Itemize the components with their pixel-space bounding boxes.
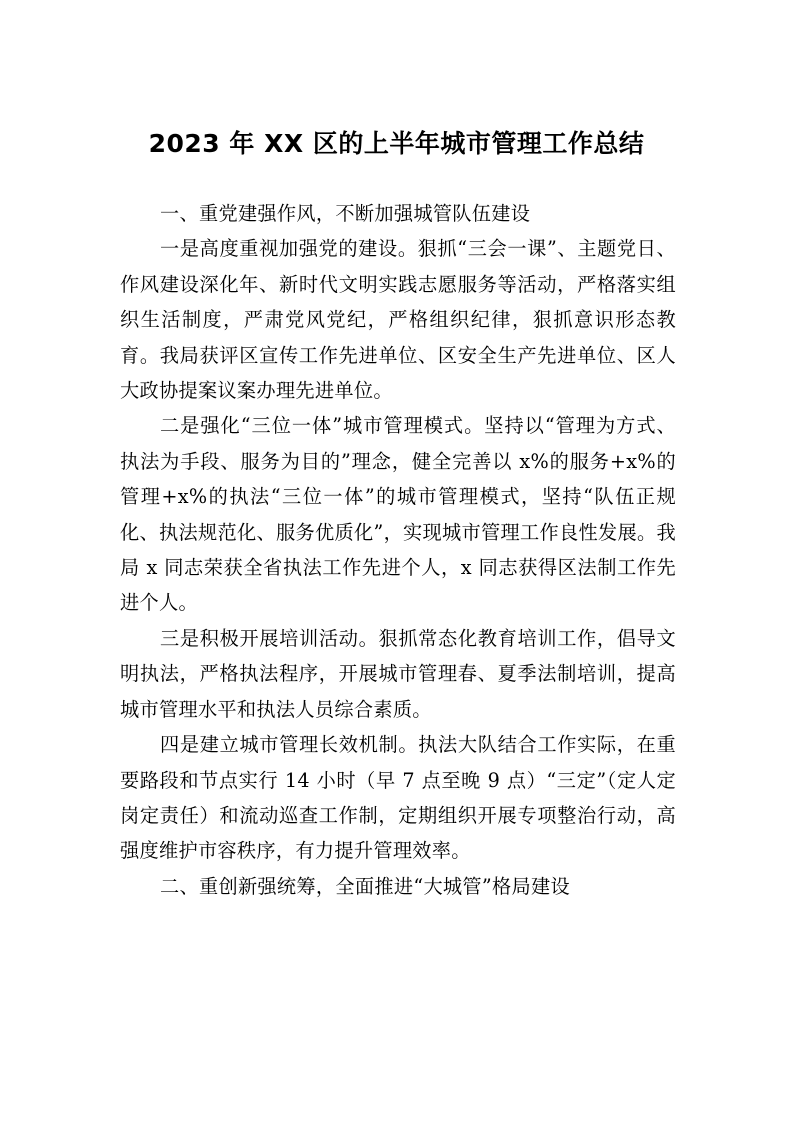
paragraph-training: 三是积极开展培训活动。狠抓常态化教育培训工作，倡导文明执法，严格执法程序，开展城市管理春、夏季法制培训，提高城市管理水平和执法人员综合素质。 xyxy=(120,626,676,721)
document-title: 2023 年 XX 区的上半年城市管理工作总结 xyxy=(148,129,645,158)
section-heading-1: 一、重党建强作风，不断加强城管队伍建设 xyxy=(160,202,531,225)
paragraph-management-model: 二是强化“三位一体”城市管理模式。坚持以“管理为方式、执法为手段、服务为目的”理念，健全完善以 x%的服务+x%的管理+x%的执法“三位一体”的城市管理模式，坚持“队伍正规化、执法规范化、服务优质化”，实现城市管理工作良性发展。我局 x 同志荣获全省执法工作先进个人，x 同志获得区法制工作先进个人。 xyxy=(120,414,676,615)
paragraph-long-term-mechanism: 四是建立城市管理长效机制。执法大队结合工作实际，在重要路段和节点实行 14 小时（早 7 点至晚 9 点）“三定”（定人定岗定责任）和流动巡查工作制，定期组织开展专项整治行动，高强度维护市容秩序，有力提升管理效率。 xyxy=(120,733,676,863)
paragraph-party-building: 一是高度重视加强党的建设。狠抓“三会一课”、主题党日、作风建设深化年、新时代文明实践志愿服务等活动，严格落实组织生活制度，严肃党风党纪，严格组织纪律，狠抓意识形态教育。我局获评区宣传工作先进单位、区安全生产先进单位、区人大政协提案议案办理先进单位。 xyxy=(120,237,676,403)
document-body xyxy=(120,196,676,904)
section-heading-2: 二、重创新强统筹，全面推进“大城管”格局建设 xyxy=(160,874,570,898)
